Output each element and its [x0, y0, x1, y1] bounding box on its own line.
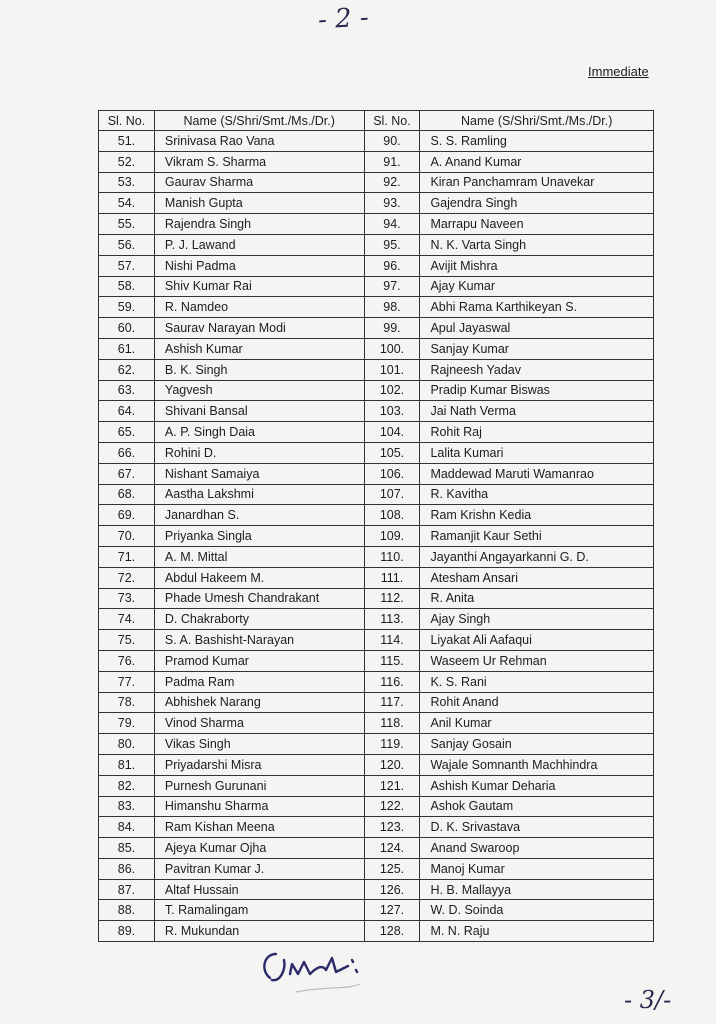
name-cell: Ajeya Kumar Ojha	[154, 838, 364, 859]
table-row	[99, 650, 654, 671]
page-number-bottom: - 3/-	[624, 986, 672, 1014]
table-row	[99, 879, 654, 900]
sl-no-cell: 70.	[99, 526, 155, 547]
name-cell: H. B. Mallayya	[420, 879, 654, 900]
name-cell: Manoj Kumar	[420, 858, 654, 879]
sl-no-cell: 86.	[99, 858, 155, 879]
name-cell: P. J. Lawand	[154, 234, 364, 255]
name-cell: D. Chakraborty	[154, 609, 364, 630]
name-cell: Gaurav Sharma	[154, 172, 364, 193]
table-row	[99, 442, 654, 463]
table-row	[99, 422, 654, 443]
name-cell: Vinod Sharma	[154, 713, 364, 734]
table-row	[99, 401, 654, 422]
name-cell: Ram Kishan Meena	[154, 817, 364, 838]
sl-no-cell: 107.	[364, 484, 420, 505]
table-row	[99, 838, 654, 859]
table-row	[99, 546, 654, 567]
name-cell: Lalita Kumari	[420, 442, 654, 463]
sl-no-cell: 92.	[364, 172, 420, 193]
sl-no-cell: 80.	[99, 734, 155, 755]
sl-no-cell: 97.	[364, 276, 420, 297]
table-row	[99, 713, 654, 734]
sl-no-cell: 91.	[364, 151, 420, 172]
sl-no-cell: 90.	[364, 131, 420, 152]
name-cell: Phade Umesh Chandrakant	[154, 588, 364, 609]
header-name-right: Name (S/Shri/Smt./Ms./Dr.)	[420, 111, 654, 131]
name-cell: A. M. Mittal	[154, 546, 364, 567]
sl-no-cell: 108.	[364, 505, 420, 526]
table-row	[99, 380, 654, 401]
sl-no-cell: 95.	[364, 234, 420, 255]
table-row	[99, 484, 654, 505]
sl-no-cell: 119.	[364, 734, 420, 755]
name-cell: R. Mukundan	[154, 921, 364, 942]
sl-no-cell: 68.	[99, 484, 155, 505]
name-cell: Abhi Rama Karthikeyan S.	[420, 297, 654, 318]
name-cell: Shivani Bansal	[154, 401, 364, 422]
sl-no-cell: 114.	[364, 630, 420, 651]
sl-no-cell: 109.	[364, 526, 420, 547]
name-cell: Ashish Kumar Deharia	[420, 775, 654, 796]
header-sl-no-right: Sl. No.	[364, 111, 420, 131]
name-cell: Sanjay Kumar	[420, 338, 654, 359]
table-row	[99, 858, 654, 879]
name-cell: Himanshu Sharma	[154, 796, 364, 817]
name-cell: R. Kavitha	[420, 484, 654, 505]
name-cell: N. K. Varta Singh	[420, 234, 654, 255]
sl-no-cell: 115.	[364, 650, 420, 671]
table-row	[99, 151, 654, 172]
sl-no-cell: 71.	[99, 546, 155, 567]
sl-no-cell: 127.	[364, 900, 420, 921]
table-row	[99, 734, 654, 755]
sl-no-cell: 102.	[364, 380, 420, 401]
sl-no-cell: 60.	[99, 318, 155, 339]
table-row	[99, 900, 654, 921]
sl-no-cell: 73.	[99, 588, 155, 609]
table-row	[99, 131, 654, 152]
table-row	[99, 817, 654, 838]
name-cell: Gajendra Singh	[420, 193, 654, 214]
page-number-top: - 2 -	[317, 2, 370, 36]
name-cell: Priyadarshi Misra	[154, 754, 364, 775]
sl-no-cell: 81.	[99, 754, 155, 775]
name-cell: Vikas Singh	[154, 734, 364, 755]
sl-no-cell: 100.	[364, 338, 420, 359]
sl-no-cell: 128.	[364, 921, 420, 942]
table-row	[99, 463, 654, 484]
sl-no-cell: 88.	[99, 900, 155, 921]
name-cell: Padma Ram	[154, 671, 364, 692]
sl-no-cell: 58.	[99, 276, 155, 297]
name-cell: Pramod Kumar	[154, 650, 364, 671]
table-row	[99, 609, 654, 630]
name-cell: T. Ramalingam	[154, 900, 364, 921]
name-cell: Nishant Samaiya	[154, 463, 364, 484]
name-cell: W. D. Soinda	[420, 900, 654, 921]
name-cell: Ajay Kumar	[420, 276, 654, 297]
table-row	[99, 796, 654, 817]
name-cell: Pavitran Kumar J.	[154, 858, 364, 879]
sl-no-cell: 120.	[364, 754, 420, 775]
sl-no-cell: 57.	[99, 255, 155, 276]
sl-no-cell: 94.	[364, 214, 420, 235]
sl-no-cell: 96.	[364, 255, 420, 276]
sl-no-cell: 65.	[99, 422, 155, 443]
name-cell: Wajale Somnanth Machhindra	[420, 754, 654, 775]
header-name-left: Name (S/Shri/Smt./Ms./Dr.)	[154, 111, 364, 131]
name-cell: Priyanka Singla	[154, 526, 364, 547]
table-row	[99, 671, 654, 692]
sl-no-cell: 87.	[99, 879, 155, 900]
sl-no-cell: 82.	[99, 775, 155, 796]
name-cell: Abhishek Narang	[154, 692, 364, 713]
sl-no-cell: 122.	[364, 796, 420, 817]
name-cell: Ajay Singh	[420, 609, 654, 630]
sl-no-cell: 52.	[99, 151, 155, 172]
name-cell: Abdul Hakeem M.	[154, 567, 364, 588]
name-cell: Kiran Panchamram Unavekar	[420, 172, 654, 193]
sl-no-cell: 99.	[364, 318, 420, 339]
name-cell: Maddewad Maruti Wamanrao	[420, 463, 654, 484]
sl-no-cell: 61.	[99, 338, 155, 359]
name-cell: Marrapu Naveen	[420, 214, 654, 235]
sl-no-cell: 69.	[99, 505, 155, 526]
table-row	[99, 214, 654, 235]
sl-no-cell: 111.	[364, 567, 420, 588]
sl-no-cell: 123.	[364, 817, 420, 838]
table-row	[99, 255, 654, 276]
name-cell: Waseem Ur Rehman	[420, 650, 654, 671]
name-cell: Apul Jayaswal	[420, 318, 654, 339]
table-row	[99, 526, 654, 547]
table-row	[99, 754, 654, 775]
sl-no-cell: 78.	[99, 692, 155, 713]
name-cell: Jai Nath Verma	[420, 401, 654, 422]
sl-no-cell: 118.	[364, 713, 420, 734]
priority-label: Immediate	[588, 64, 649, 79]
table-row	[99, 193, 654, 214]
sl-no-cell: 98.	[364, 297, 420, 318]
table-row	[99, 921, 654, 942]
name-cell: Yagvesh	[154, 380, 364, 401]
sl-no-cell: 117.	[364, 692, 420, 713]
name-cell: Nishi Padma	[154, 255, 364, 276]
name-cell: Anand Swaroop	[420, 838, 654, 859]
name-cell: Avijit Mishra	[420, 255, 654, 276]
sl-no-cell: 105.	[364, 442, 420, 463]
name-cell: Jayanthi Angayarkanni G. D.	[420, 546, 654, 567]
sl-no-cell: 84.	[99, 817, 155, 838]
sl-no-cell: 53.	[99, 172, 155, 193]
sl-no-cell: 85.	[99, 838, 155, 859]
sl-no-cell: 83.	[99, 796, 155, 817]
sl-no-cell: 103.	[364, 401, 420, 422]
sl-no-cell: 76.	[99, 650, 155, 671]
sl-no-cell: 93.	[364, 193, 420, 214]
name-cell: R. Anita	[420, 588, 654, 609]
name-cell: Saurav Narayan Modi	[154, 318, 364, 339]
name-cell: Rohini D.	[154, 442, 364, 463]
name-cell: Atesham Ansari	[420, 567, 654, 588]
table-row	[99, 234, 654, 255]
name-cell: S. S. Ramling	[420, 131, 654, 152]
table-row	[99, 505, 654, 526]
table-row	[99, 276, 654, 297]
table-row	[99, 338, 654, 359]
name-cell: Janardhan S.	[154, 505, 364, 526]
name-cell: Ramanjit Kaur Sethi	[420, 526, 654, 547]
sl-no-cell: 125.	[364, 858, 420, 879]
sl-no-cell: 67.	[99, 463, 155, 484]
name-cell: Manish Gupta	[154, 193, 364, 214]
name-cell: A. Anand Kumar	[420, 151, 654, 172]
header-sl-no-left: Sl. No.	[99, 111, 155, 131]
sl-no-cell: 79.	[99, 713, 155, 734]
table-header-row	[99, 111, 654, 131]
name-cell: S. A. Bashisht-Narayan	[154, 630, 364, 651]
table-row	[99, 318, 654, 339]
sl-no-cell: 74.	[99, 609, 155, 630]
handwritten-signature	[256, 940, 366, 996]
name-cell: Rohit Anand	[420, 692, 654, 713]
sl-no-cell: 55.	[99, 214, 155, 235]
name-cell: B. K. Singh	[154, 359, 364, 380]
sl-no-cell: 124.	[364, 838, 420, 859]
table-row	[99, 692, 654, 713]
sl-no-cell: 54.	[99, 193, 155, 214]
sl-no-cell: 66.	[99, 442, 155, 463]
sl-no-cell: 126.	[364, 879, 420, 900]
sl-no-cell: 104.	[364, 422, 420, 443]
sl-no-cell: 110.	[364, 546, 420, 567]
sl-no-cell: 75.	[99, 630, 155, 651]
table-row	[99, 359, 654, 380]
name-cell: Rajendra Singh	[154, 214, 364, 235]
sl-no-cell: 72.	[99, 567, 155, 588]
name-cell: K. S. Rani	[420, 671, 654, 692]
name-cell: Sanjay Gosain	[420, 734, 654, 755]
sl-no-cell: 112.	[364, 588, 420, 609]
sl-no-cell: 64.	[99, 401, 155, 422]
sl-no-cell: 113.	[364, 609, 420, 630]
table-body	[99, 131, 654, 942]
table-row	[99, 297, 654, 318]
sl-no-cell: 51.	[99, 131, 155, 152]
name-cell: A. P. Singh Daia	[154, 422, 364, 443]
name-cell: Ram Krishn Kedia	[420, 505, 654, 526]
name-cell: Srinivasa Rao Vana	[154, 131, 364, 152]
name-cell: D. K. Srivastava	[420, 817, 654, 838]
sl-no-cell: 121.	[364, 775, 420, 796]
sl-no-cell: 101.	[364, 359, 420, 380]
table-row	[99, 172, 654, 193]
name-cell: Rajneesh Yadav	[420, 359, 654, 380]
name-cell: Altaf Hussain	[154, 879, 364, 900]
sl-no-cell: 77.	[99, 671, 155, 692]
table-row	[99, 775, 654, 796]
name-cell: Rohit Raj	[420, 422, 654, 443]
sl-no-cell: 106.	[364, 463, 420, 484]
sl-no-cell: 116.	[364, 671, 420, 692]
sl-no-cell: 56.	[99, 234, 155, 255]
name-cell: M. N. Raju	[420, 921, 654, 942]
officer-list-table	[98, 110, 654, 942]
sl-no-cell: 63.	[99, 380, 155, 401]
name-cell: Shiv Kumar Rai	[154, 276, 364, 297]
name-cell: Vikram S. Sharma	[154, 151, 364, 172]
sl-no-cell: 59.	[99, 297, 155, 318]
table-row	[99, 630, 654, 651]
table-row	[99, 567, 654, 588]
name-cell: Pradip Kumar Biswas	[420, 380, 654, 401]
name-cell: Liyakat Ali Aafaqui	[420, 630, 654, 651]
sl-no-cell: 62.	[99, 359, 155, 380]
name-cell: Ashok Gautam	[420, 796, 654, 817]
table-row	[99, 588, 654, 609]
name-cell: Purnesh Gurunani	[154, 775, 364, 796]
name-cell: R. Namdeo	[154, 297, 364, 318]
name-cell: Anil Kumar	[420, 713, 654, 734]
name-cell: Ashish Kumar	[154, 338, 364, 359]
name-cell: Aastha Lakshmi	[154, 484, 364, 505]
sl-no-cell: 89.	[99, 921, 155, 942]
